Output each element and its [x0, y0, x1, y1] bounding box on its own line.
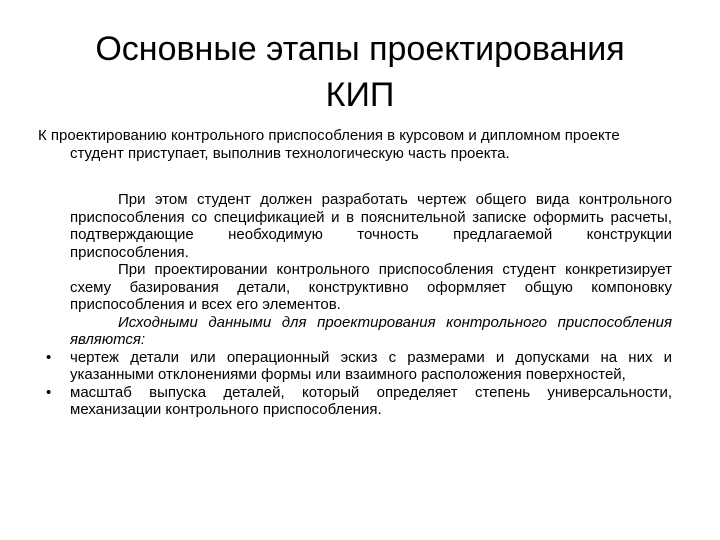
paragraph-input-data-heading: Исходными данными для проектирования контрольного приспособления являются:: [70, 313, 672, 348]
intro-paragraph: К проектированию контрольного приспособления в курсовом и дипломном проекте студент приступает, выполнив технологическую часть проекта.: [38, 127, 620, 162]
bullet-icon: •: [46, 348, 52, 366]
title-line-2: КИП: [325, 76, 395, 114]
bullet-text: чертеж детали или операционный эскиз с размерами и допусками на них и указанными отклонениями формы или взаимного расположения поверхностей,: [70, 348, 672, 383]
slide-title: [20, 26, 700, 118]
slide-body: [38, 127, 672, 419]
bullet-text: масштаб выпуска деталей, который определяет степень универсальности, механизации контрольного приспособления.: [70, 383, 672, 418]
bullet-item: [38, 384, 672, 419]
bullet-item: [38, 349, 672, 384]
title-line-1: Основные этапы проектирования: [95, 30, 625, 68]
bullet-icon: •: [46, 383, 52, 401]
paragraph-design-specification: При проектировании контрольного приспособления студент конкретизирует схему базирования детали, конструктивно оформляет общую компоновку приспособления и всех его элементов.: [70, 261, 672, 313]
paragraph-drawing-requirements: При этом студент должен разработать чертеж общего вида контрольного приспособления со спецификацией и в пояснительной записке оформить расчеты, подтверждающие необходимую точность предлагаемой конструкции приспособления.: [70, 191, 672, 261]
